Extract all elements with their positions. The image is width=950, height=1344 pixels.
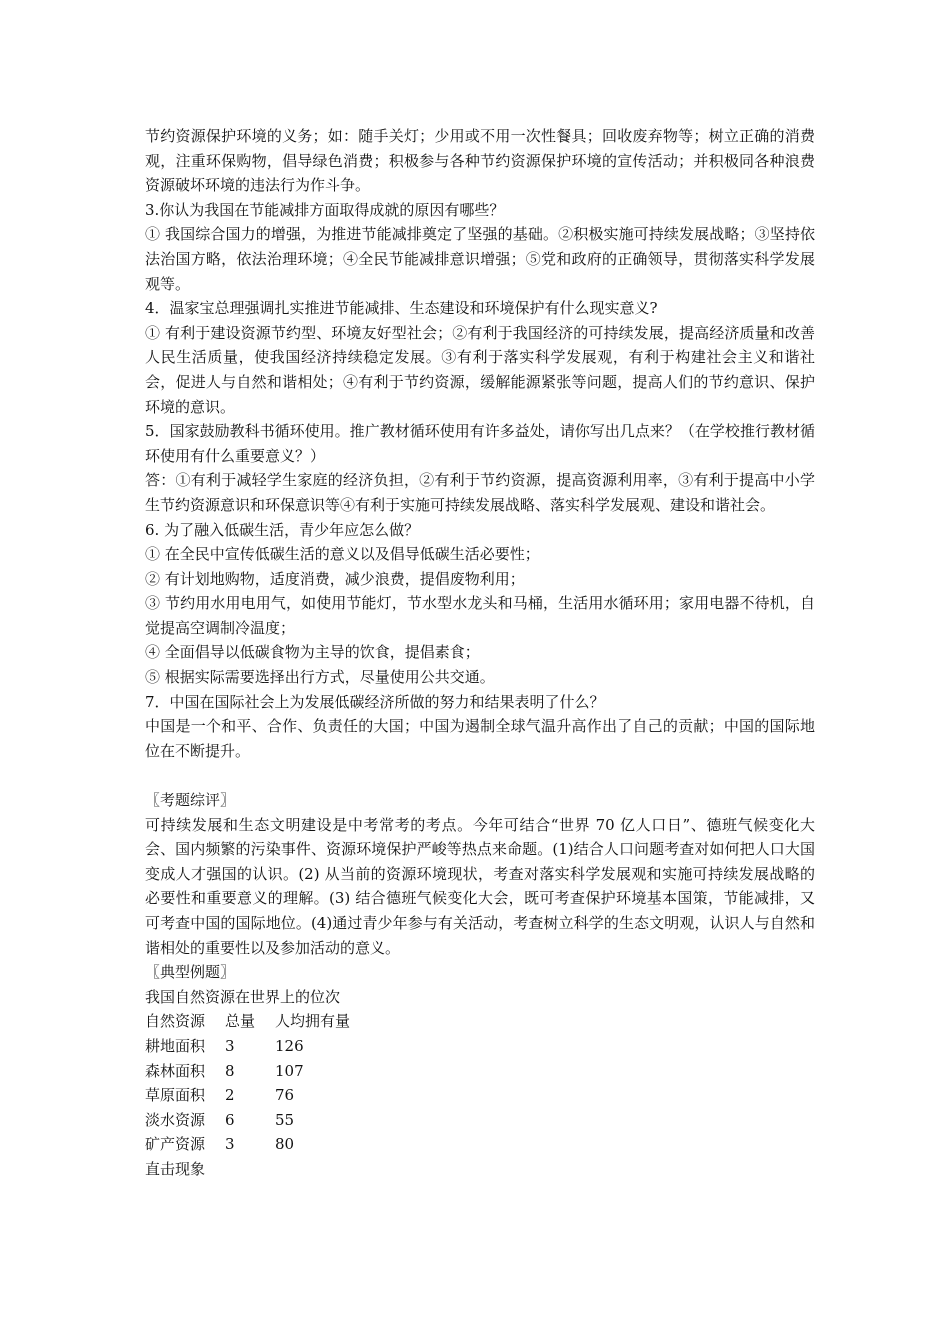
table-header-row: [145, 1009, 815, 1034]
table-cell: 76: [275, 1086, 295, 1105]
answer-6-item-5: ⑤ 根据实际需要选择出行方式，尽量使用公共交通。: [145, 668, 495, 687]
table-row: [145, 1034, 815, 1059]
section-heading-example: 〖典型例题〗: [145, 963, 236, 982]
review-paragraph: 可持续发展和生态文明建设是中考常考的考点。今年可结合“世界 70 亿人口日”、德班气候变化大会、国内频繁的污染事件、资源环境保护严峻等热点来命题。(1)结合人口问题考查对如何把人口大国变成人才强国的认识。(2) 从当前的资源环境现状，考查对落实科学发展观和实施可持续发展战略的必要性和重要意义的理解。(3) 结合德班气候变化大会，既可考查保护环境基本国策，节能减排，又可考查中国的国际地位。(4)通过青少年参与有关活动，考查树立科学的生态文明观，认识人与自然和谐相处的重要性以及参加活动的意义。: [145, 815, 815, 957]
answer-7: 中国是一个和平、合作、负责任的大国；中国为遏制全球气温升高作出了自己的贡献；中国的国际地位在不断提升。: [145, 717, 815, 760]
table-header-cell: 总量: [225, 1012, 256, 1031]
answer-6-item-1: ① 在全民中宣传低碳生活的意义以及倡导低碳生活必要性；: [145, 545, 540, 564]
table-cell: 8: [225, 1061, 235, 1080]
table-cell: 107: [275, 1061, 304, 1080]
table-cell: 矿产资源: [145, 1135, 206, 1154]
table-header-cell: 自然资源: [145, 1012, 206, 1031]
table-row: [145, 1132, 815, 1157]
question-7: 7．中国在国际社会上为发展低碳经济所做的努力和结果表明了什么？: [145, 692, 605, 711]
paragraph: 节约资源保护环境的义务；如：随手关灯；少用或不用一次性餐具；回收废弃物等；树立正确的消费观，注重环保购物，倡导绿色消费；积极参与各种节约资源保护环境的宣传活动；并积极同各种浪费资源破坏环境的违法行为作斗争。: [145, 127, 815, 195]
table-caption: 我国自然资源在世界上的位次: [145, 987, 341, 1006]
question-3: 3.你认为我国在节能减排方面取得成就的原因有哪些？: [145, 200, 505, 219]
section-heading-review: 〖考题综评〗: [145, 791, 236, 810]
table-header-cell: 人均拥有量: [275, 1012, 351, 1031]
table-cell: 6: [225, 1110, 235, 1129]
table-cell: 耕地面积: [145, 1036, 206, 1055]
answer-5: 答：①有利于减轻学生家庭的经济负担，②有利于节约资源，提高资源利用率，③有利于提高中小学生节约资源意识和环保意识等④有利于实施可持续发展战略、落实科学发展观、建设和谐社会。: [145, 471, 815, 514]
answer-6-item-3: ③ 节约用水用电用气，如使用节能灯，节水型水龙头和马桶，生活用水循环用；家用电器不待机，自觉提高空调制冷温度；: [145, 594, 815, 637]
answer-3: ① 我国综合国力的增强，为推进节能减排奠定了坚强的基础。②积极实施可持续发展战略；③坚持依法治国方略，依法治理环境；④全民节能减排意识增强；⑤党和政府的正确领导，贯彻落实科学发展观等。: [145, 225, 815, 293]
trailing-heading: 直击现象: [145, 1159, 206, 1178]
question-6: 6. 为了融入低碳生活，青少年应怎么做？: [145, 520, 420, 539]
table-cell: 3: [225, 1036, 235, 1055]
answer-4: ① 有利于建设资源节约型、环境友好型社会；②有利于我国经济的可持续发展，提高经济质量和改善人民生活质量，使我国经济持续稳定发展。③有利于落实科学发展观，有利于构建社会主义和谐社会，促进人与自然和谐相处；④有利于节约资源，缓解能源紧张等问题，提高人们的节约意识、保护环境的意识。: [145, 323, 815, 416]
table-cell: 55: [275, 1110, 295, 1129]
blank-line: [145, 763, 815, 788]
table-cell: 2: [225, 1086, 235, 1105]
table-cell: 草原面积: [145, 1086, 206, 1105]
table-row: [145, 1083, 815, 1108]
answer-6-item-4: ④ 全面倡导以低碳食物为主导的饮食，提倡素食；: [145, 643, 480, 662]
answer-6-item-2: ② 有计划地购物，适度消费，减少浪费，提倡废物利用；: [145, 569, 525, 588]
table-cell: 森林面积: [145, 1061, 206, 1080]
question-4: 4．温家宝总理强调扎实推进节能减排、生态建设和环境保护有什么现实意义?: [145, 299, 658, 318]
document-page: [145, 124, 815, 1182]
table-cell: 淡水资源: [145, 1110, 206, 1129]
table-cell: 126: [275, 1036, 304, 1055]
table-row: [145, 1108, 815, 1133]
resource-table: [145, 1009, 815, 1157]
table-cell: 3: [225, 1135, 235, 1154]
table-row: [145, 1059, 815, 1084]
table-cell: 80: [275, 1135, 295, 1154]
question-5: 5．国家鼓励教科书循环使用。推广教材循环使用有许多益处，请你写出几点来？（在学校推行教材循环使用有什么重要意义？）: [145, 422, 815, 465]
